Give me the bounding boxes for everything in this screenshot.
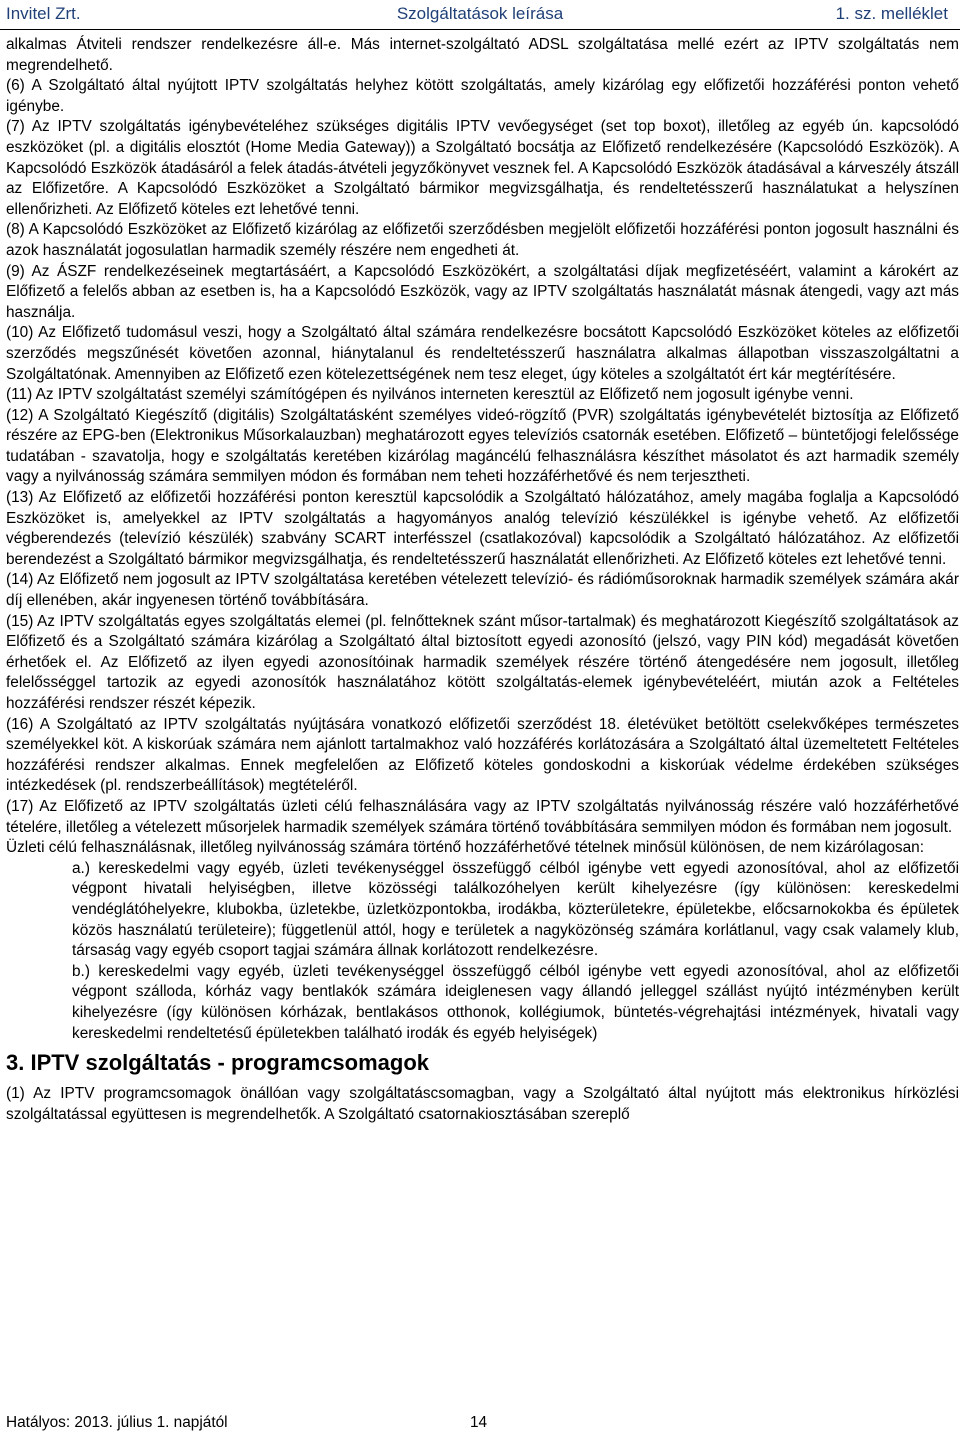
document-body bbox=[6, 35, 959, 1125]
sub-item-a: a.) kereskedelmi vagy egyéb, üzleti tevékenységgel összefüggő célból igénybe vett egyedi azonosítóval, ahol az előfizetői végpont hivatali helyiségben, illetve közösségi találkozóhelyen került kihelyezésre (így különösen: kereskedelmi vendéglátóhelyekre, klubokba, üzletekbe, üzletközpontokba, irodákba, közterületekre, épületekbe, előcsarnokokba és épületek közös használatú területeire); függetlenül attól, hogy e területek a nagyközönség számára korlátlanul, vagy csak valamely klub, társaság vagy egyéb csoport tagjai számára állnak korlátozott rendelkezésre. bbox=[72, 859, 959, 960]
header-divider bbox=[0, 29, 960, 30]
paragraph-8: (8) A Kapcsolódó Eszközöket az Előfizető kizárólag az előfizetői szerződésben megjelölt előfizetői hozzáférési ponton jogosult használni és azok használatát jogosulatlan harmadik személy részére nem engedheti át. bbox=[6, 221, 959, 259]
paragraph-14: (14) Az Előfizető nem jogosult az IPTV szolgáltatása keretében vételezett televízió- és rádióműsoroknak harmadik személyek számára akár díj ellenében, akár ingyenesen történő továbbítására. bbox=[6, 571, 959, 610]
paragraph-10: (10) Az Előfizető tudomásul veszi, hogy a Szolgáltató által számára rendelkezésre bocsátott Kapcsolódó Eszközöket köteles az előfizetői szerződés megszűnését követően azonnal, hiánytalanul és rendeltetésszerű használatra alkalmas állapotban visszaszolgáltatni a Szolgáltatónak. Amennyiben az Előfizető ezen kötelezettségének nem tesz eleget, úgy köteles a szolgáltatót ért kár megtérítésére. bbox=[6, 324, 959, 383]
header-annex: 1. sz. melléklet bbox=[835, 4, 948, 23]
paragraph-13: (13) Az Előfizető az előfizetői hozzáférési ponton keresztül kapcsolódik a Szolgáltató hálózatához, amely magába foglalja a Kapcsolódó Eszközöket is, amelyekkel az IPTV szolgáltatás a hagyományos analóg televízió készülékkel is igénybe vehető. Az előfizetői végberendezés (televízió készülék) szabvány SCART interfésszel (csatlakozóval) kapcsolódik a Szolgáltató hálózatához. Az előfizetői berendezést a Szolgáltató bármikor megvizsgálhatja, és rendeltetésszerű használatát ellenőrizheti. Az Előfizető köteles ezt lehetővé tenni. bbox=[6, 489, 959, 568]
paragraph-continuation: alkalmas Átviteli rendszer rendelkezésre áll-e. Más internet-szolgáltató ADSL szolgáltatása mellé ezért az IPTV szolgáltatás nem megrendelhető. bbox=[6, 36, 959, 74]
paragraph-16: (16) A Szolgáltató az IPTV szolgáltatás nyújtására vonatkozó előfizetői szerződést 18. életévüket betöltött cselekvőképes természetes személyekkel köt. A kiskorúak számára nem ajánlott tartalmakhoz való hozzáférés korlátozására a Szolgáltató által üzemeltetett Feltételes hozzáférési rendszer alkalmas. Ennek megfelelően az Előfizető köteles gondoskodni a kiskorúak védelme érdekében szükséges intézkedések (pl. rendszerbeállítások) megtételéről. bbox=[6, 715, 959, 795]
paragraph-11: (11) Az IPTV szolgáltatást személyi számítógépen és nyilvános interneten keresztül az Előfizető nem jogosult igénybe venni. bbox=[6, 386, 854, 404]
page-header bbox=[0, 0, 960, 30]
paragraph-business-use: Üzleti célú felhasználásnak, illetőleg nyilvánosság számára történő hozzáférhetővé tételnek minősül különösen, de nem kizárólagosan: bbox=[6, 839, 924, 857]
page-number: 14 bbox=[470, 1414, 488, 1431]
header-document-title: Szolgáltatások leírása bbox=[396, 4, 564, 23]
paragraph-6: (6) A Szolgáltató által nyújtott IPTV szolgáltatás helyhez kötött szolgáltatás, amely kizárólag egy előfizetői hozzáférési ponton vehető igénybe. bbox=[6, 77, 959, 115]
sub-item-b: b.) kereskedelmi vagy egyéb, üzleti tevékenységgel összefüggő célból igénybe vett egyedi azonosítóval, ahol az előfizetői végpont szálloda, kórház vagy bentlakók számára ideiglenesen vagy állandó jelleggel szállást nyújtó intézményben került kihelyezésre (így különösen kórházak, bentlakásos otthonok, kollégiumok, büntetés-végrehajtási intézmények, hivatali vagy kereskedelmi rendeltetésű épületekben található irodák és egyéb helyiségek) bbox=[72, 962, 959, 1042]
section-heading: 3. IPTV szolgáltatás - programcsomagok bbox=[6, 1050, 430, 1076]
paragraph-7: (7) Az IPTV szolgáltatás igénybevételéhez szükséges digitális IPTV vevőegységet (set top boxot), illetőleg az egyéb ún. kapcsolódó eszközöket (pl. a digitális elosztót (Home Media Gateway)) a Szolgáltató bocsátja az Előfizető rendelkezésére (Kapcsolódó Eszközök). A Kapcsolódó Eszközök átadásáról a felek átadás-átvételi jegyzőkönyvet vesznek fel. A Kapcsolódó Eszközök átadásával a kárveszély átszáll az Előfizetőre. A Kapcsolódó Eszközöket a Szolgáltató bármikor megvizsgálhatja, és rendeltetésszerű használatukat a helyszínen ellenőrizheti. Az Előfizető köteles ezt lehetővé tenni. bbox=[6, 118, 959, 218]
paragraph-9: (9) Az ÁSZF rendelkezéseinek megtartásáért, a Kapcsolódó Eszközökért, a szolgáltatási díjak megfizetéséért, valamint a károkért az Előfizető a felelős abban az esetben is, ha a Kapcsolódó Eszközök, vagy az IPTV szolgáltatás használatát másnak átengedi, vagy azt más használja. bbox=[6, 262, 959, 321]
header-company: Invitel Zrt. bbox=[6, 4, 81, 23]
paragraph-17: (17) Az Előfizető az IPTV szolgáltatás üzleti célú felhasználására vagy az IPTV szolgáltatás nyilvánosság részére való hozzáférhetővé tételére, illetőleg a vételezett műsorjelek harmadik személyek számára történő továbbítására semmilyen módon és formában nem jogosult. bbox=[6, 797, 959, 836]
paragraph-12: (12) A Szolgáltató Kiegészítő (digitális) Szolgáltatásként személyes videó-rögzítő (PVR) szolgáltatás igénybevételét biztosítja az Előfizető részére az EPG-ben (Elektronikus Műsorkalauzban) meghatározott egyes televíziós csatornák esetében. Előfizető – büntetőjogi felelőssége tudatában - szavatolja, hogy e szolgáltatás keretében kizárólag magáncélú felhasználásra készíthet másolatot és azt harmadik személy vagy a nyilvánosság számára semmilyen módon és formában nem teheti hozzáférhetővé és nem terjesztheti. bbox=[6, 406, 959, 486]
paragraph-15: (15) Az IPTV szolgáltatás egyes szolgáltatás elemei (pl. felnőtteknek szánt műsor-tartalmak) és meghatározott Kiegészítő szolgáltatások az Előfizető és a Szolgáltató számára kizárólag a Szolgáltató által biztosított egyedi azonosító (jelszó, vagy PIN kód) megadását követően érhetőek el. Az Előfizető az ilyen egyedi azonosítóinak harmadik személyek részére történő átengedésére nem jogosult, illetőleg felelősséggel tartozik az egyedi azonosítók használatához kötött szolgáltatás-elemek igénybevételéért, miután azok a Feltételes hozzáférési rendszer részét képezik. bbox=[6, 612, 959, 712]
section-paragraph-1: (1) Az IPTV programcsomagok önállóan vagy szolgáltatáscsomagban, vagy a Szolgáltató által nyújtott más elektronikus hírközlési szolgáltatással együttesen is megrendelhetők. A Szolgáltató csatornakiosztásában szereplő bbox=[6, 1085, 959, 1123]
footer-effective-date: Hatályos: 2013. július 1. napjától bbox=[6, 1414, 228, 1431]
